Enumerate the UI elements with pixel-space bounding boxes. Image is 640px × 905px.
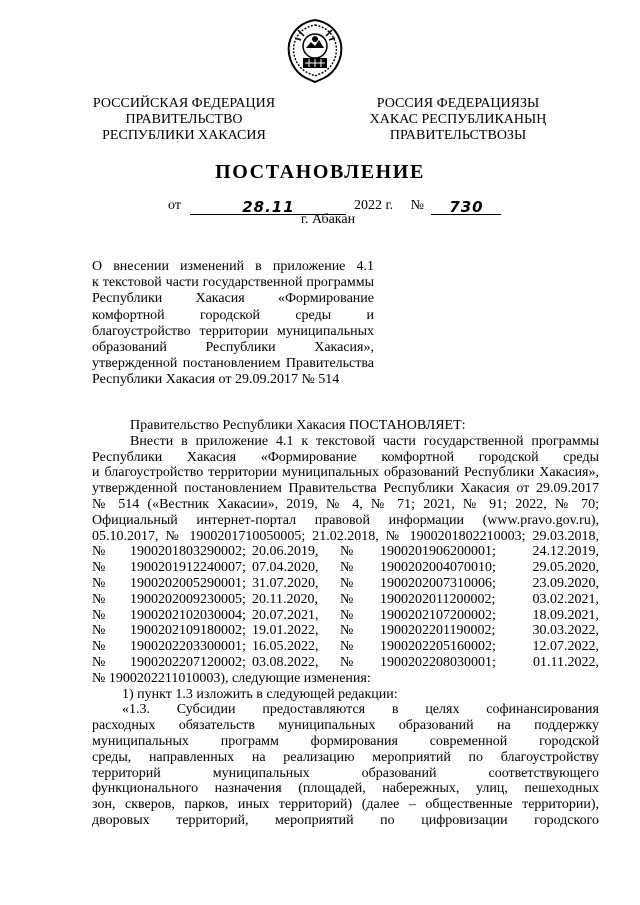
header-khakas <box>360 96 556 144</box>
reg-date: 23.09.2020, <box>532 575 599 591</box>
registration-row <box>92 608 599 624</box>
coat-of-arms-emblem-icon <box>284 18 346 84</box>
reg-date: 20.07.2021, <box>252 607 319 623</box>
reg-number: 1900202208030001; <box>380 654 496 670</box>
subject-line: Республики Хакасия «Формирование <box>92 291 374 307</box>
quote-line: зон, скверов, парков, иных территорий) (далее – общественные территории), <box>92 797 599 813</box>
reg-number: 1900202207120002; <box>130 654 246 670</box>
body-line: Внести в приложение 4.1 к текстовой части государственной программы <box>130 433 599 449</box>
subject-line: Республики Хакасия от 29.09.2017 № 514 <box>92 372 340 388</box>
registration-row <box>92 623 599 639</box>
reg-number: 1900202004070010; <box>380 560 496 576</box>
reg-number: 1900202102030004; <box>130 607 246 623</box>
quote-line: расходных обязательств муниципальных образований на поддержку <box>92 718 599 734</box>
year-label: 2022 г. <box>353 198 394 213</box>
reg-date: 12.07.2022, <box>532 639 599 655</box>
city-line <box>0 212 640 228</box>
reg-no-sign: № <box>92 560 106 576</box>
reg-number: 1900201906200001; <box>380 544 496 560</box>
reg-no-sign: № <box>340 560 354 576</box>
number-label: № <box>410 198 424 213</box>
registration-row <box>92 639 599 655</box>
reg-date: 03.08.2022, <box>252 654 319 670</box>
reg-no-sign: № <box>340 591 354 607</box>
reg-no-sign: № <box>340 623 354 639</box>
registration-row <box>92 655 599 671</box>
header-left-line-3: РЕСПУБЛИКИ ХАКАСИЯ <box>102 128 266 143</box>
header-left-line-2: ПРАВИТЕЛЬСТВО <box>125 112 243 127</box>
enacting-clause: Правительство Республики Хакасия ПОСТАНОВЛЯЕТ: <box>130 418 466 433</box>
body-line: № 1900202211010003), следующие изменения: <box>92 670 371 686</box>
reg-date: 16.05.2022, <box>252 639 319 655</box>
reg-number: 1900202205160002; <box>380 639 496 655</box>
reg-number: 1900202005290001; <box>130 575 246 591</box>
reg-number: 1900202009230005; <box>130 591 246 607</box>
reg-date: 03.02.2021, <box>532 591 599 607</box>
reg-no-sign: № <box>340 654 354 670</box>
reg-date: 31.07.2020, <box>252 575 319 591</box>
reg-date: 07.04.2020, <box>252 560 319 576</box>
header-left-line-1: РОССИЙСКАЯ ФЕДЕРАЦИЯ <box>92 96 276 111</box>
reg-no-sign: № <box>92 591 106 607</box>
reg-number: 1900202203300001; <box>130 639 246 655</box>
registration-numbers-table <box>92 544 599 670</box>
reg-number: 1900202201190002; <box>380 623 496 639</box>
reg-no-sign: № <box>92 654 106 670</box>
reg-number: 1900202109180002; <box>130 623 246 639</box>
handwritten-date: 28.11 <box>242 198 295 216</box>
reg-number: 1900202107200002; <box>380 607 496 623</box>
subject-line: образований Республики Хакасия», <box>92 339 374 355</box>
reg-date: 29.05.2020, <box>532 560 599 576</box>
header-right-line-2: ХАКАС РЕСПУБЛИКАНЫҢ <box>369 112 547 127</box>
quote-line: «1.3. Субсидии предоставляются в целях софинансирования <box>122 702 599 718</box>
registration-row <box>92 576 599 592</box>
document-title: ПОСТАНОВЛЕНИЕ <box>215 161 425 183</box>
header-right-line-1: РОССИЯ ФЕДЕРАЦИЯЗЫ <box>376 96 540 111</box>
registration-row <box>92 544 599 560</box>
reg-no-sign: № <box>340 544 354 560</box>
reg-number: 1900201912240007; <box>130 560 246 576</box>
reg-no-sign: № <box>92 544 106 560</box>
body-line: и благоустройство территории муниципальных образований Республики Хакасия», <box>92 465 599 481</box>
reg-no-sign: № <box>92 575 106 591</box>
body-line: утвержденной постановлением Правительства Республики Хакасия от 29.09.2017 <box>92 481 599 497</box>
reg-no-sign: № <box>92 639 106 655</box>
reg-date: 19.01.2022, <box>252 623 319 639</box>
registration-row <box>92 560 599 576</box>
quote-line: функционального назначения (площадей, набережных, улиц, пешеходных <box>92 781 599 797</box>
quote-line: дворовых территорий, мероприятий по цифровизации городского <box>92 812 599 828</box>
reg-date: 24.12.2019, <box>532 544 599 560</box>
handwritten-number: 730 <box>449 198 484 216</box>
reg-date: 01.11.2022, <box>533 654 599 670</box>
registration-row <box>92 592 599 608</box>
body-line: Официальный интернет-портал правовой информации (www.pravo.gov.ru), <box>92 512 599 528</box>
subject-line: О внесении изменений в приложение 4.1 <box>92 259 374 274</box>
reg-number: 1900202011200002; <box>380 591 496 607</box>
subject-block <box>92 259 374 389</box>
header-right-line-3: ПРАВИТЕЛЬСТВОЗЫ <box>389 128 527 143</box>
quote-line: территорий муниципальных образований соответствующего <box>92 765 599 781</box>
subject-line: комфортной городской среды и <box>92 307 374 323</box>
reg-date: 20.11.2020, <box>252 591 318 607</box>
subject-line: благоустройство территории муниципальных <box>92 323 374 339</box>
reg-no-sign: № <box>340 575 354 591</box>
subject-line: утвержденной постановлением Правительства <box>92 356 374 372</box>
from-label: от <box>168 198 181 213</box>
reg-number: 1900202007310006; <box>380 575 496 591</box>
body-line: Республики Хакасия «Формирование комфортной городской среды <box>92 449 599 465</box>
quote-line: среды, направленных на реализацию мероприятий по благоустройству <box>92 749 599 765</box>
reg-no-sign: № <box>92 623 106 639</box>
body-line: № 514 («Вестник Хакасии», 2019, № 4, № 71; 2021, № 91; 2022, № 70; <box>92 496 599 512</box>
reg-date: 20.06.2019, <box>252 544 319 560</box>
body-line: 05.10.2017, № 1900201710050005; 21.02.2018, № 1900201802210003; 29.03.2018, <box>92 528 599 544</box>
document-body <box>92 418 599 829</box>
reg-no-sign: № <box>92 607 106 623</box>
header-russian <box>86 96 282 144</box>
quote-line: муниципальных программ формирования современной городской <box>92 733 599 749</box>
reg-date: 30.03.2022, <box>532 623 599 639</box>
amendment-item-1: 1) пункт 1.3 изложить в следующей редакции: <box>122 686 398 702</box>
subject-line: к текстовой части государственной программы <box>92 275 374 291</box>
reg-date: 18.09.2021, <box>532 607 599 623</box>
city-name: г. Абакан <box>300 212 356 227</box>
reg-no-sign: № <box>340 607 354 623</box>
reg-no-sign: № <box>340 639 354 655</box>
reg-number: 1900201803290002; <box>130 544 246 560</box>
